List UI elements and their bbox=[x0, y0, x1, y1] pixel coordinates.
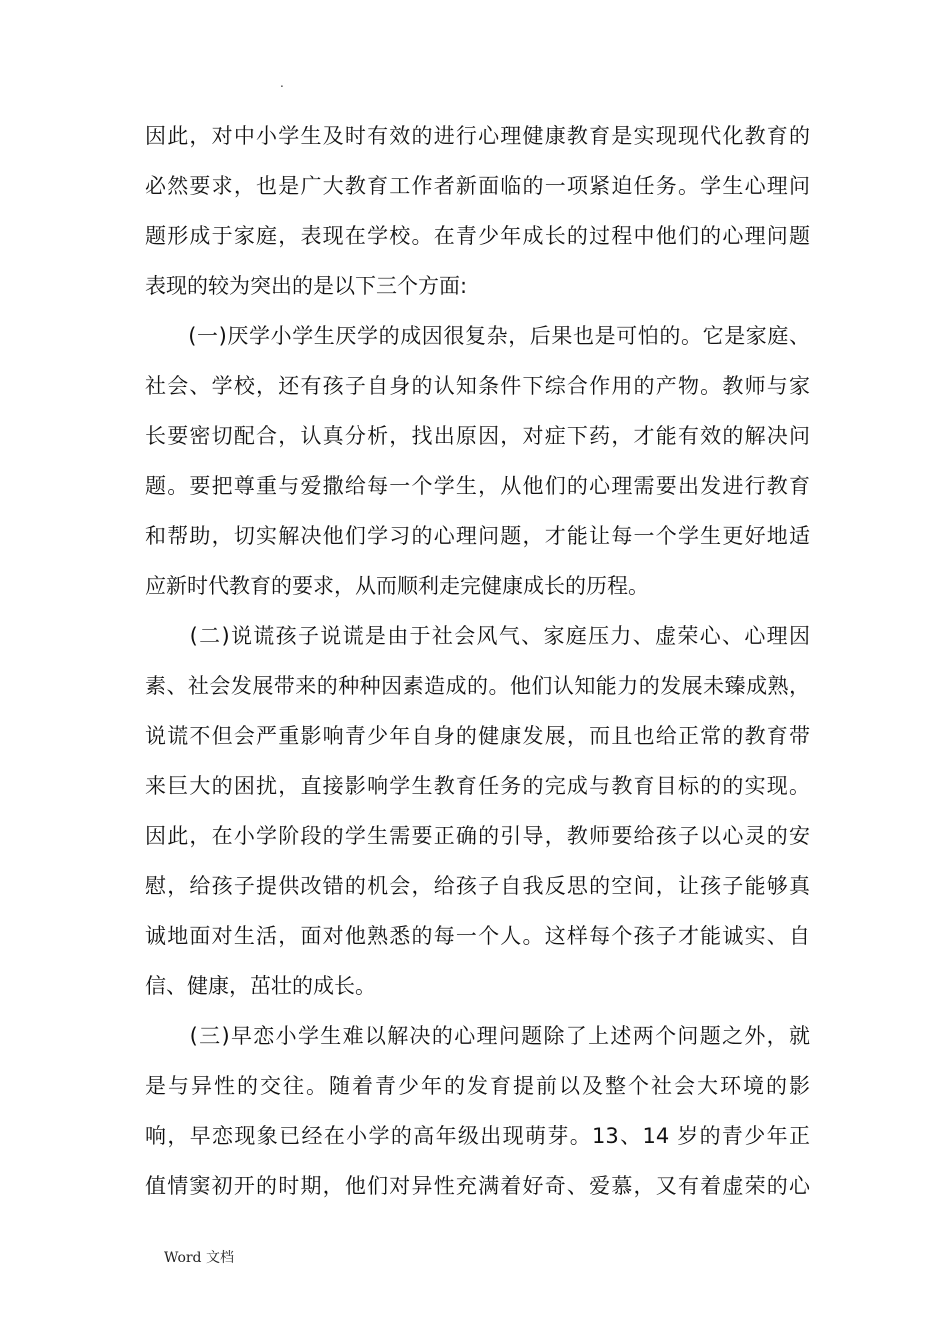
text-line: 社会、学校，还有孩子自身的认知条件下综合作用的产物。教师与家 bbox=[145, 374, 810, 398]
text-line: 表现的较为突出的是以下三个方面: bbox=[145, 274, 468, 298]
text-line: 来巨大的困扰，直接影响学生教育任务的完成与教育目标的的实现。 bbox=[145, 774, 810, 798]
text-line: 因此，对中小学生及时有效的进行心理健康教育是实现现代化教育的 bbox=[145, 124, 810, 148]
text-line: 必然要求，也是广大教育工作者新面临的一项紧迫任务。学生心理问 bbox=[145, 174, 810, 198]
text-line: 和帮助，切实解决他们学习的心理问题，才能让每一个学生更好地适 bbox=[145, 524, 810, 548]
text-line: 慰，给孩子提供改错的机会，给孩子自我反思的空间，让孩子能够真 bbox=[145, 874, 810, 898]
text-line: 应新时代教育的要求，从而顺利走完健康成长的历程。 bbox=[145, 574, 649, 598]
text-line: (二)说谎孩子说谎是由于社会风气、家庭压力、虚荣心、心理因 bbox=[145, 624, 810, 648]
text-line: 长要密切配合，认真分析，找出原因，对症下药，才能有效的解决问 bbox=[145, 424, 810, 448]
text-line: 素、社会发展带来的种种因素造成的。他们认知能力的发展未臻成熟， bbox=[145, 674, 810, 698]
text-line: 因此，在小学阶段的学生需要正确的引导，教师要给孩子以心灵的安 bbox=[145, 824, 810, 848]
footer-label: Word 文档 bbox=[164, 1250, 234, 1266]
text-line: 是与异性的交往。随着青少年的发育提前以及整个社会大环境的影 bbox=[145, 1074, 810, 1098]
text-line: (三)早恋小学生难以解决的心理问题除了上述两个问题之外，就 bbox=[145, 1024, 810, 1048]
text-line: 值情窦初开的时期，他们对异性充满着好奇、爱慕，又有着虚荣的心 bbox=[145, 1174, 810, 1198]
text-line: 题形成于家庭，表现在学校。在青少年成长的过程中他们的心理问题 bbox=[145, 224, 810, 248]
text-line: (一)厌学小学生厌学的成因很复杂，后果也是可怕的。它是家庭、 bbox=[145, 324, 810, 348]
text-line: 题。要把尊重与爱撒给每一个学生，从他们的心理需要出发进行教育 bbox=[145, 474, 810, 498]
document-body bbox=[145, 111, 810, 1211]
text-line: 诚地面对生活，面对他熟悉的每一个人。这样每个孩子才能诚实、自 bbox=[145, 924, 810, 948]
text-line: 响，早恋现象已经在小学的高年级出现萌芽。13、14 岁的青少年正 bbox=[145, 1124, 810, 1148]
text-line: 信、健康，茁壮的成长。 bbox=[145, 974, 376, 998]
header-mark: . bbox=[280, 76, 284, 90]
text-line: 说谎不但会严重影响青少年自身的健康发展，而且也给正常的教育带 bbox=[145, 724, 810, 748]
